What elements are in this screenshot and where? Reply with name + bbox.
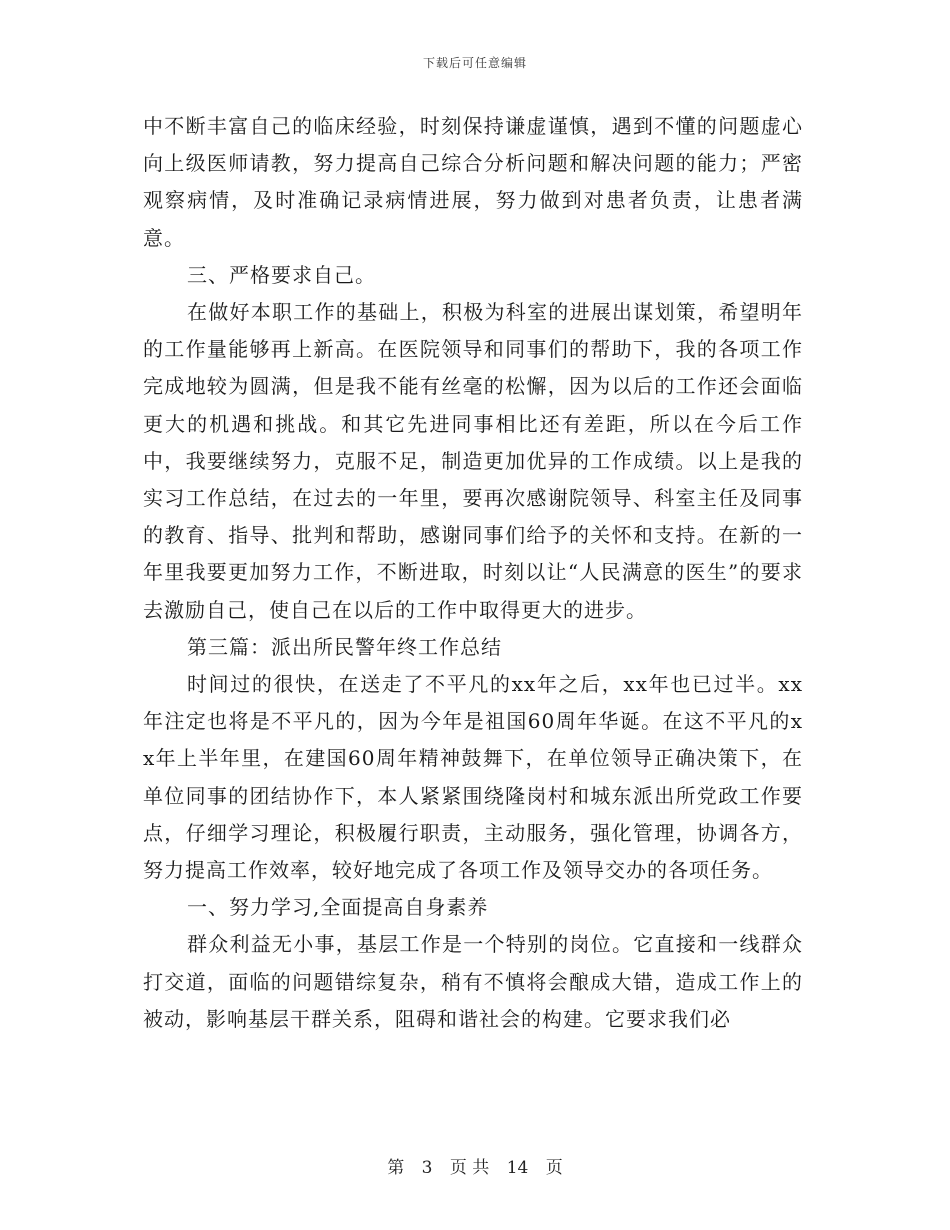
section-heading: 三、严格要求自己。 [187,262,376,287]
paragraph: 群众利益无小事，基层工作是一个特别的岗位。它直接和一线群众打交道，面临的问题错综复杂，稍有不慎将会酿成大错，造成工作上的被动，影响基层干群关系，阻碍和谐社会的构建。它要求我们必 [143,932,803,1031]
header-note: 下载后可任意编辑 [422,56,527,70]
article-title: 第三篇：派出所民警年终工作总结 [187,634,502,659]
footer-middle: 页 共 [449,1158,490,1178]
page-footer [0,1153,950,1178]
page-total: 14 [506,1158,529,1178]
paragraph: 在做好本职工作的基础上，积极为科室的进展出谋划策，希望明年的工作量能够再上新高。在医院领导和同事们的帮助下，我的各项工作完成地较为圆满，但是我不能有丝毫的松懈，因为以后的工作还会面临更大的机遇和挑战。和其它先进同事相比还有差距，所以在今后工作中，我要继续努力，克服不足，制造更加优异的工作成绩。以上是我的实习工作总结，在过去的一年里，要再次感谢院领导、科室主任及同事的教育、指导、批判和帮助，感谢同事们给予的关怀和支持。在新的一年里我要更加努力工作，不断进取，时刻以让“人民满意的医生”的要求去激励自己，使自己在以后的工作中取得更大的进步。 [143,300,803,622]
section-heading: 一、努力学习,全面提高自身素养 [187,895,489,920]
page-number: 3 [421,1158,433,1178]
footer-suffix: 页 [545,1158,563,1178]
paragraph: 时间过的很快，在送走了不平凡的xx年之后，xx年也已过半。xx年注定也将是不平凡的，因为今年是祖国60周年华诞。在这不平凡的xx年上半年里，在建国60周年精神鼓舞下，在单位领导正确决策下，在单位同事的团结协作下，本人紧紧围绕隆岗村和城东派出所党政工作要点，仔细学习理论，积极履行职责，主动服务，强化管理，协调各方，努力提高工作效率，较好地完成了各项工作及领导交办的各项任务。 [143,672,803,883]
footer-prefix: 第 [387,1158,405,1178]
document-body [143,108,803,1038]
paragraph: 中不断丰富自己的临床经验，时刻保持谦虚谨慎，遇到不懂的问题虚心向上级医师请教，努力提高自己综合分析问题和解决问题的能力；严密观察病情，及时准确记录病情进展，努力做到对患者负责，让患者满意。 [143,114,803,250]
